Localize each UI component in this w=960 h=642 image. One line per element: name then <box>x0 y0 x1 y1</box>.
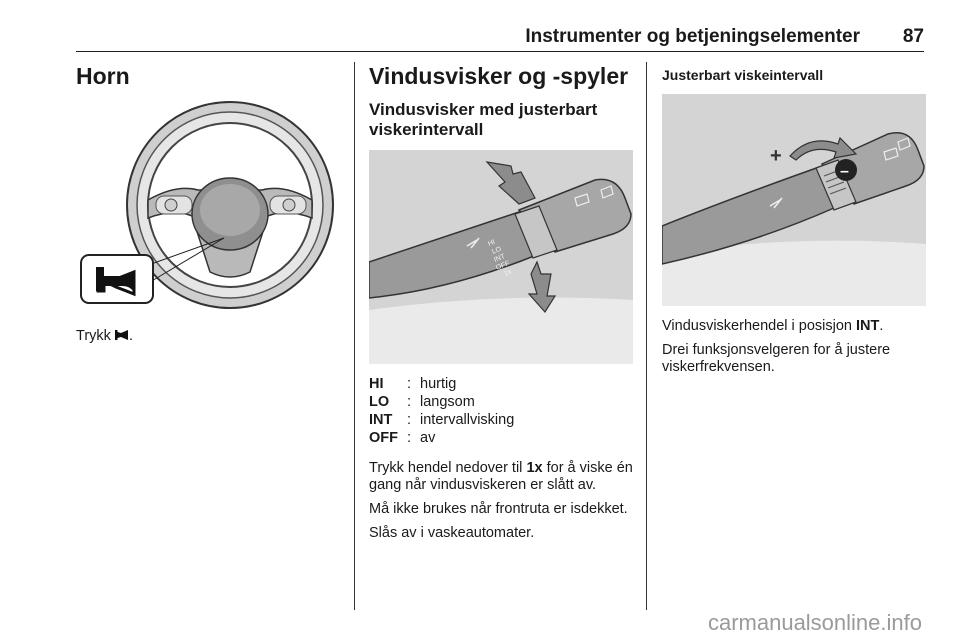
lever-label-1x: 1x <box>503 268 513 278</box>
wiper-heading: Vindusvisker og -spyler <box>369 63 629 89</box>
header-rule <box>76 51 924 52</box>
column-divider-2 <box>646 62 647 610</box>
lever-label-int: INT <box>493 253 507 264</box>
page-header <box>76 26 924 52</box>
lever-label-lo: LO <box>491 245 503 256</box>
interval-heading: Justerbart viskeintervall <box>662 67 824 83</box>
lever-label-hi: HI <box>487 238 497 248</box>
horn-instruction: Trykk . <box>76 328 133 344</box>
interval-text <box>662 318 926 376</box>
horn-section <box>76 62 338 90</box>
wiper-subheading: Vindusvisker med justerbart viskerintervall <box>369 100 598 139</box>
header-title: Instrumenter og betjeningselementer <box>525 26 860 47</box>
wiper-paragraph-1: Trykk hendel nedover til 1x for å viske én gang når vindusviskeren er slått av. <box>369 460 633 493</box>
wiper-paragraph-2: Må ikke brukes når frontruta er isdekket. <box>369 501 628 517</box>
minus-symbol: – <box>840 163 849 180</box>
wiper-text <box>369 460 633 542</box>
column-divider-1 <box>354 62 355 610</box>
horn-heading: Horn <box>76 63 130 89</box>
minus-badge <box>835 159 857 181</box>
interval-paragraph-2: Drei funksjonsvelgeren for å justere viskerfrekvensen. <box>662 342 891 375</box>
lever-label-off: OFF <box>495 260 511 272</box>
interval-lever-figure <box>662 94 926 306</box>
page-number: 87 <box>902 26 924 47</box>
watermark: carmanualsonline.info <box>707 610 922 635</box>
wiper-paragraph-3: Slås av i vaskeautomater. <box>369 525 535 541</box>
interval-section <box>662 66 926 84</box>
interval-paragraph-1: Vindusviskerhendel i posisjon INT. <box>662 318 884 334</box>
steering-wheel-figure <box>76 96 338 316</box>
plus-symbol: + <box>770 145 782 167</box>
horn-icon <box>115 329 129 341</box>
wiper-section <box>369 62 633 140</box>
wiper-lever-figure <box>369 150 633 364</box>
